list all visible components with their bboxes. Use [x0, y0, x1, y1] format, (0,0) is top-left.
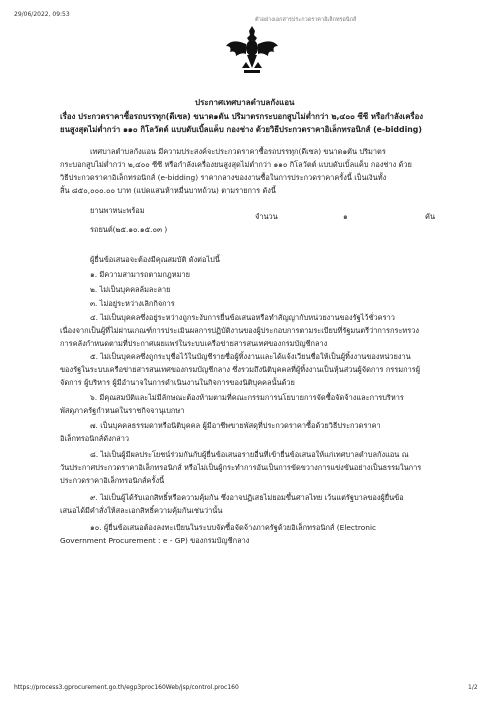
intro-line-2: กระบอกสูบไม่ต่ำกว่า ๒,๔๐๐ ซีซี หรือกำลังเครื่องยนสูงสุดไม่ต่ำกว่า ๑๑๐ กิโลวัตต์ แบบดับเบิ้ลแค็บ กองช่าง ด้วย — [60, 160, 412, 169]
qualification-4-line-3: การคลังกำหนดตามที่ประกาศเผยแพร่ในระบบเครือข่ายสารสนเทศของกรมบัญชีกลาง — [60, 339, 328, 348]
intro-line-4: สิ้น ๘๕๐,๐๐๐.๐๐ บาท (แปดแสนห้าหมื่นบาทถ้วน) ตามรายการ ดังนี้ — [60, 186, 276, 195]
item-qty-label: จำนวน — [255, 212, 278, 221]
subject-line-2: ยนสูงสุดไม่ต่ำกว่า ๑๑๐ กิโลวัตต์ แบบดับเบิ้ลแค็บ กองช่าง ด้วยวิธีประกวดราคาอิเล็กทรอนิกส์ (e-bidding) — [60, 125, 422, 134]
qualification-4-line-1: ๔. ไม่เป็นบุคคลซึ่งอยู่ระหว่างถูกระงับการยื่นข้อเสนอหรือทำสัญญากับหน่วยงานของรัฐไว้ชั่วคราว — [90, 313, 395, 322]
qualification-5-line-3: จัดการ ผู้บริหาร ผู้มีอำนาจในการดำเนินงานในกิจการของนิติบุคคลนั้นด้วย — [60, 378, 295, 387]
qualification-heading: ผู้ยื่นข้อเสนอจะต้องมีคุณสมบัติ ดังต่อไปนี้ — [90, 255, 220, 264]
garuda-emblem-icon — [224, 24, 280, 76]
print-url[interactable]: https://process3.gprocurement.go.th/egp3proc160Web/jsp/control.proc160 — [14, 684, 239, 691]
intro-line-1: เทศบาลตำบลกังแอน มีความประสงค์จะประกวดราคาซื้อรถบรรทุก(ดีเซล) ขนาด๑ตัน ปริมาตร — [90, 147, 386, 156]
watermark-text: ตัวอย่างเอกสารประกวดราคาอิเล็กทรอนิกส์ — [255, 17, 357, 23]
qualification-3: ๓. ไม่อยู่ระหว่างเลิกกิจการ — [90, 299, 175, 308]
qualification-10-line-1: ๑๐. ผู้ยื่นข้อเสนอต้องลงทะเบียนในระบบจัดซื้อจัดจ้างภาครัฐด้วยอิเล็กทรอนิกส์ (Electronic — [90, 523, 377, 532]
item-name: ยานพาหนะพร้อม — [90, 206, 145, 215]
qualification-7-line-2: อิเล็กทรอนิกส์ดังกล่าว — [60, 434, 129, 443]
qualification-8-line-2: วันประกาศประกวดราคาอิเล็กทรอนิกส์ หรือไม่เป็นผู้กระทำการอันเป็นการขัดขวางการแข่งขันอย่างเป็นธรรมในการ — [60, 463, 422, 472]
qualification-2: ๒. ไม่เป็นบุคคลล้มละลาย — [90, 285, 171, 294]
qualification-1: ๑. มีความสามารถตามกฎหมาย — [90, 270, 190, 279]
qualification-9-line-1: ๙. ไม่เป็นผู้ได้รับเอกสิทธิ์หรือความคุ้มกัน ซึ่งอาจปฏิเสธไม่ยอมขึ้นศาลไทย เว้นแต่รัฐบาลของผู้ยื่นข้อ — [90, 493, 404, 502]
item-unit: คัน — [425, 212, 435, 221]
intro-line-3: วิธีประกวดราคาอิเล็กทรอนิกส์ (e-bidding) ราคากลางของงานซื้อในการประกวดราคาครั้งนี้ เป็นเงินทั้ง — [60, 173, 387, 182]
print-page-number: 1/2 — [468, 684, 478, 691]
item-code: รถยนต์(๒๕.๑๐.๑๕.๐๓ ) — [90, 225, 168, 234]
qualification-10-line-2: Government Procurement : e - GP) ของกรมบัญชีกลาง — [60, 536, 250, 545]
qualification-5-line-2: ของรัฐในระบบเครือข่ายสารสนเทศของกรมบัญชีกลาง ซึ่งรวมถึงนิติบุคคลที่ผู้ทิ้งงานเป็นหุ้นส่วนผู้จัดการ กรรมการผู้ — [60, 365, 421, 374]
item-qty: ๑ — [343, 212, 348, 221]
qualification-9-line-2: เสนอได้มีคำสั่งให้สละเอกสิทธิ์ความคุ้มกันเช่นว่านั้น — [60, 506, 223, 515]
qualification-6-line-1: ๖. มีคุณสมบัติและไม่มีลักษณะต้องห้ามตามที่คณะกรรมการนโยบายการจัดซื้อจัดจ้างและการบริหาร — [90, 393, 404, 402]
qualification-8-line-1: ๘. ไม่เป็นผู้มีผลประโยชน์ร่วมกันกับผู้ยื่นข้อเสนอรายอื่นที่เข้ายื่นข้อเสนอให้แก่เทศบาลตำบลกังแอน ณ — [90, 450, 409, 459]
qualification-7-line-1: ๗. เป็นบุคคลธรรมดาหรือนิติบุคคล ผู้มีอาชีพขายพัสดุที่ประกวดราคาซื้อด้วยวิธีประกวดราคา — [90, 421, 381, 430]
print-datetime: 29/06/2022, 09:53 — [14, 11, 70, 18]
qualification-5-line-1: ๕. ไม่เป็นบุคคลซึ่งถูกระบุชื่อไว้ในบัญชีรายชื่อผู้ทิ้งงานและได้แจ้งเวียนชื่อให้เป็นผู้ทิ้งงานของหน่วยงาน — [90, 352, 411, 361]
qualification-8-line-3: ประกวดราคาอิเล็กทรอนิกส์ครั้งนี้ — [60, 476, 165, 485]
qualification-4-line-2: เนื่องจากเป็นผู้ที่ไม่ผ่านเกณฑ์การประเมินผลการปฏิบัติงานของผู้ประกอบการตามระเบียบที่รัฐมนตรีว่าการกระทรวง — [60, 326, 420, 335]
org-title: ประกาศเทศบาลตำบลกังแอน — [195, 98, 295, 107]
qualification-6-line-2: พัสดุภาครัฐกำหนดในราชกิจจานุเบกษา — [60, 406, 185, 415]
subject-line-1: เรื่อง ประกวดราคาซื้อรถบรรทุก(ดีเซล) ขนาด๑ตัน ปริมาตรกระบอกสูบไม่ต่ำกว่า ๒,๔๐๐ ซีซี หรือกำลังเครื่อง — [60, 112, 424, 121]
